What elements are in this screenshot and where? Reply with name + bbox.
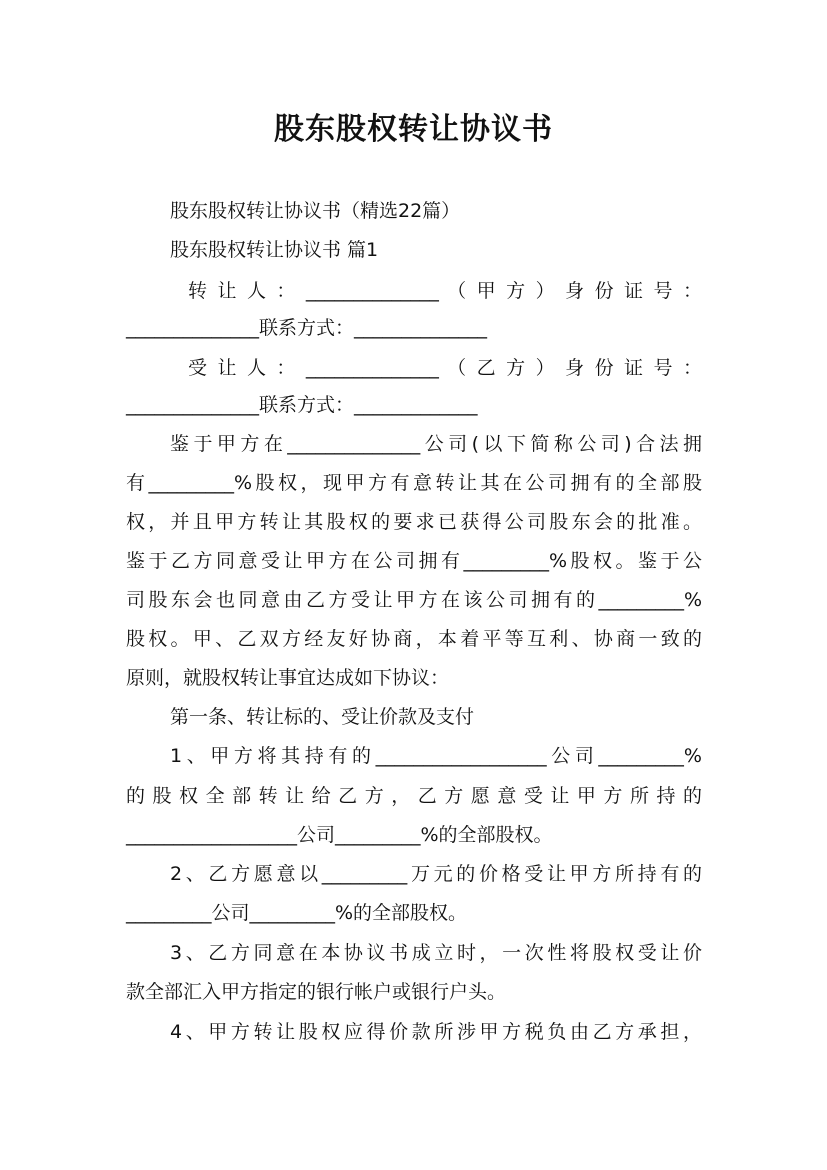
paragraph-line: 股权。甲、乙双方经友好协商，本着平等互利、协商一致的 <box>126 628 702 650</box>
paragraph-line: 权，并且甲方转让其股权的要求已获得公司股东会的批准。 <box>126 511 702 533</box>
paragraph-line: 鉴于乙方同意受让甲方在公司拥有_________%股权。鉴于公 <box>126 550 702 572</box>
paragraph-line: 鉴于甲方在______________公司(以下简称公司)合法拥 <box>170 433 702 455</box>
transferor-line: 转 让 人 ： ______________ （ 甲 方 ） 身 份 证 号 ： <box>188 280 702 302</box>
document-title: 股东股权转让协议书 <box>274 112 553 147</box>
article-heading: 第一条、转让标的、受让价款及支付 <box>170 706 475 728</box>
clause-line: 4、甲方转让股权应得价款所涉甲方税负由乙方承担， <box>170 1021 702 1043</box>
clause-line: _________公司_________%的全部股权。 <box>126 902 468 924</box>
transferee-contact-line: ______________联系方式：_____________ <box>126 394 478 416</box>
clause-line: __________________公司_________%的全部股权。 <box>126 824 553 846</box>
subtitle-line: 股东股权转让协议书（精选22篇） <box>170 200 461 222</box>
clause-line: 的股权全部转让给乙方，乙方愿意受让甲方所持的 <box>126 785 702 807</box>
paragraph-line: 有_________%股权，现甲方有意转让其在公司拥有的全部股 <box>126 472 702 494</box>
transferor-contact-line: ______________联系方式：______________ <box>126 317 488 339</box>
clause-line: 2、乙方愿意以_________万元的价格受让甲方所持有的 <box>170 863 702 885</box>
paragraph-line: 原则，就股权转让事宜达成如下协议： <box>126 667 450 689</box>
section-heading: 股东股权转让协议书 篇1 <box>170 239 379 261</box>
clause-line: 款全部汇入甲方指定的银行帐户或银行户头。 <box>126 981 507 1003</box>
clause-line: 1、甲方将其持有的__________________公司_________% <box>170 745 702 767</box>
clause-line: 3、乙方同意在本协议书成立时，一次性将股权受让价 <box>170 942 702 964</box>
transferee-line: 受 让 人 ： ______________ （ 乙 方 ） 身 份 证 号 ： <box>188 357 702 379</box>
paragraph-line: 司股东会也同意由乙方受让甲方在该公司拥有的_________% <box>126 589 702 611</box>
